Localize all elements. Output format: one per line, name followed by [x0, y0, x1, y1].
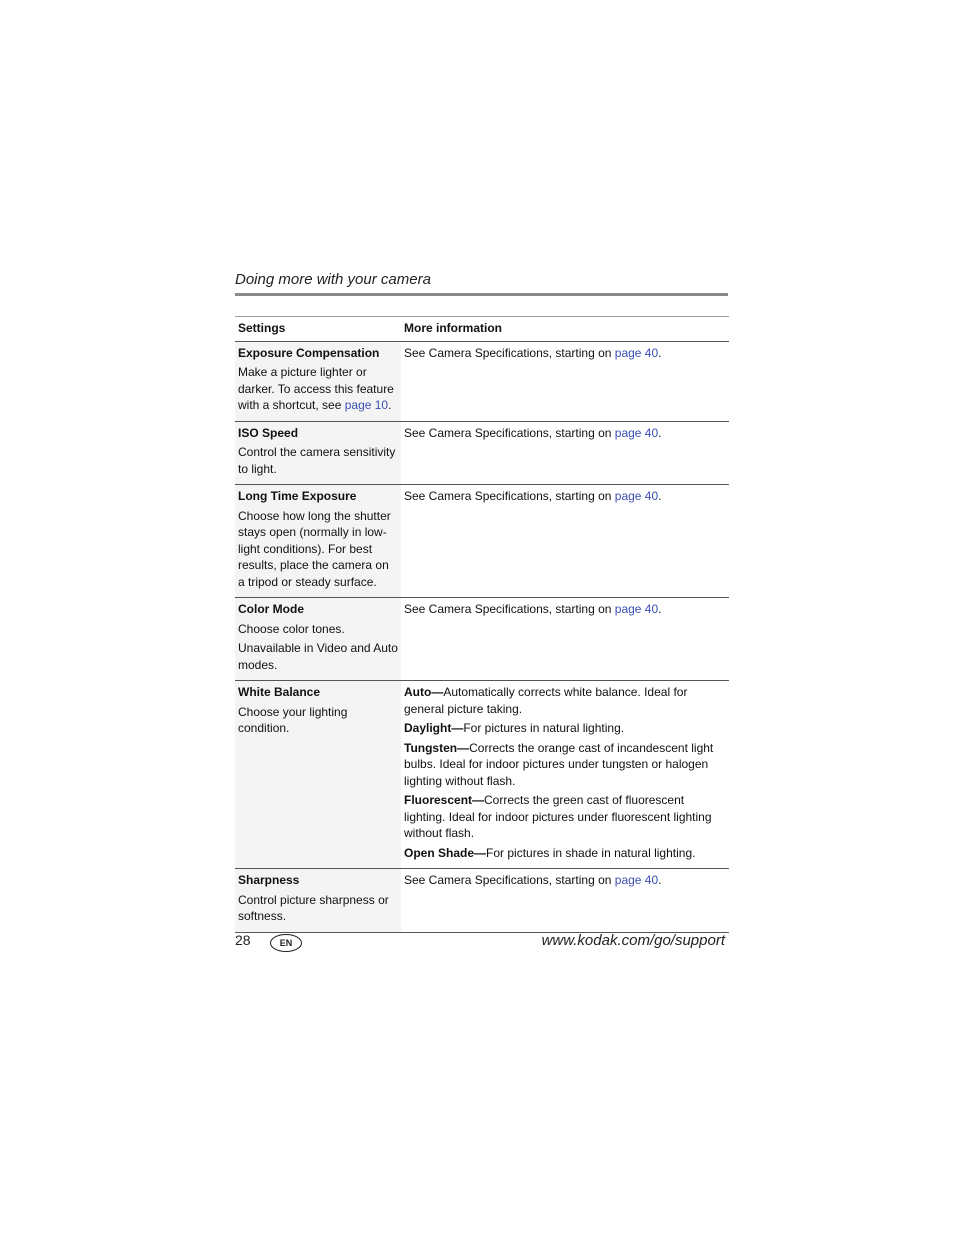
- setting-name: Sharpness: [238, 873, 300, 887]
- setting-description: Choose your lighting condition.: [238, 704, 348, 735]
- table-row: [235, 598, 729, 681]
- page-link[interactable]: page 40: [614, 425, 659, 440]
- page-link[interactable]: page 40: [614, 345, 659, 360]
- info-cell: See Camera Specifications, starting on page 40.: [401, 421, 729, 485]
- settings-table: [235, 316, 729, 933]
- setting-description: Choose how long the shutter stays open (normally in low-light conditions). For best results, place the camera on a tripod or steady surface.: [238, 508, 391, 589]
- page-number: 28: [235, 932, 251, 948]
- setting-name: White Balance: [238, 685, 321, 699]
- table-row: [235, 421, 729, 485]
- setting-name: Long Time Exposure: [238, 489, 357, 503]
- header-divider: [235, 293, 728, 296]
- table-row: [235, 485, 729, 598]
- setting-cell: [235, 341, 401, 421]
- table-row: [235, 681, 729, 869]
- setting-description: Make a picture lighter or darker. To access this feature with a shortcut, see page 10.: [238, 365, 394, 412]
- white-balance-option-tungsten: Tungsten—Corrects the orange cast of incandescent light bulbs. Ideal for indoor pictures under tungsten or halogen lighting without flash.: [404, 740, 714, 788]
- support-url[interactable]: www.kodak.com/go/support: [541, 932, 725, 949]
- page-link[interactable]: page 40: [614, 489, 659, 503]
- setting-name: Color Mode: [238, 602, 304, 616]
- white-balance-option-auto: Auto—Automatically corrects white balance. Ideal for general picture taking.: [404, 685, 688, 716]
- table-header-row: [235, 317, 729, 342]
- page-link[interactable]: page 10: [344, 398, 389, 412]
- column-header-settings: Settings: [235, 317, 401, 342]
- info-cell: See Camera Specifications, starting on page 40.: [401, 598, 729, 681]
- setting-description: Choose color tones.: [238, 621, 345, 636]
- page-link[interactable]: page 40: [614, 873, 659, 887]
- page-header-title: Doing more with your camera: [235, 271, 431, 288]
- white-balance-option-daylight: Daylight—For pictures in natural lighting.: [404, 721, 625, 735]
- setting-description: Control picture sharpness or softness.: [238, 892, 389, 923]
- column-header-more-information: More information: [401, 317, 729, 342]
- setting-cell: [235, 421, 401, 485]
- setting-note: Unavailable in Video and Auto modes.: [238, 641, 398, 672]
- white-balance-option-fluorescent: Fluorescent—Corrects the green cast of fluorescent lighting. Ideal for indoor pictures under fluorescent lighting without flash.: [404, 793, 712, 840]
- info-cell: [401, 681, 729, 869]
- setting-description: Control the camera sensitivity to light.: [238, 445, 396, 476]
- info-cell: See Camera Specifications, starting on page 40.: [401, 485, 729, 598]
- table-row: [235, 869, 729, 933]
- white-balance-option-open-shade: Open Shade—For pictures in shade in natural lighting.: [404, 845, 696, 860]
- language-badge: EN: [270, 934, 302, 952]
- setting-cell: [235, 681, 401, 869]
- setting-cell: [235, 598, 401, 681]
- setting-name: ISO Speed: [238, 425, 299, 440]
- page-link[interactable]: page 40: [614, 602, 659, 616]
- info-cell: See Camera Specifications, starting on page 40.: [401, 341, 729, 421]
- info-cell: See Camera Specifications, starting on page 40.: [401, 869, 729, 933]
- table-row: [235, 341, 729, 421]
- setting-cell: [235, 869, 401, 933]
- setting-name: Exposure Compensation: [238, 345, 380, 360]
- setting-cell: [235, 485, 401, 598]
